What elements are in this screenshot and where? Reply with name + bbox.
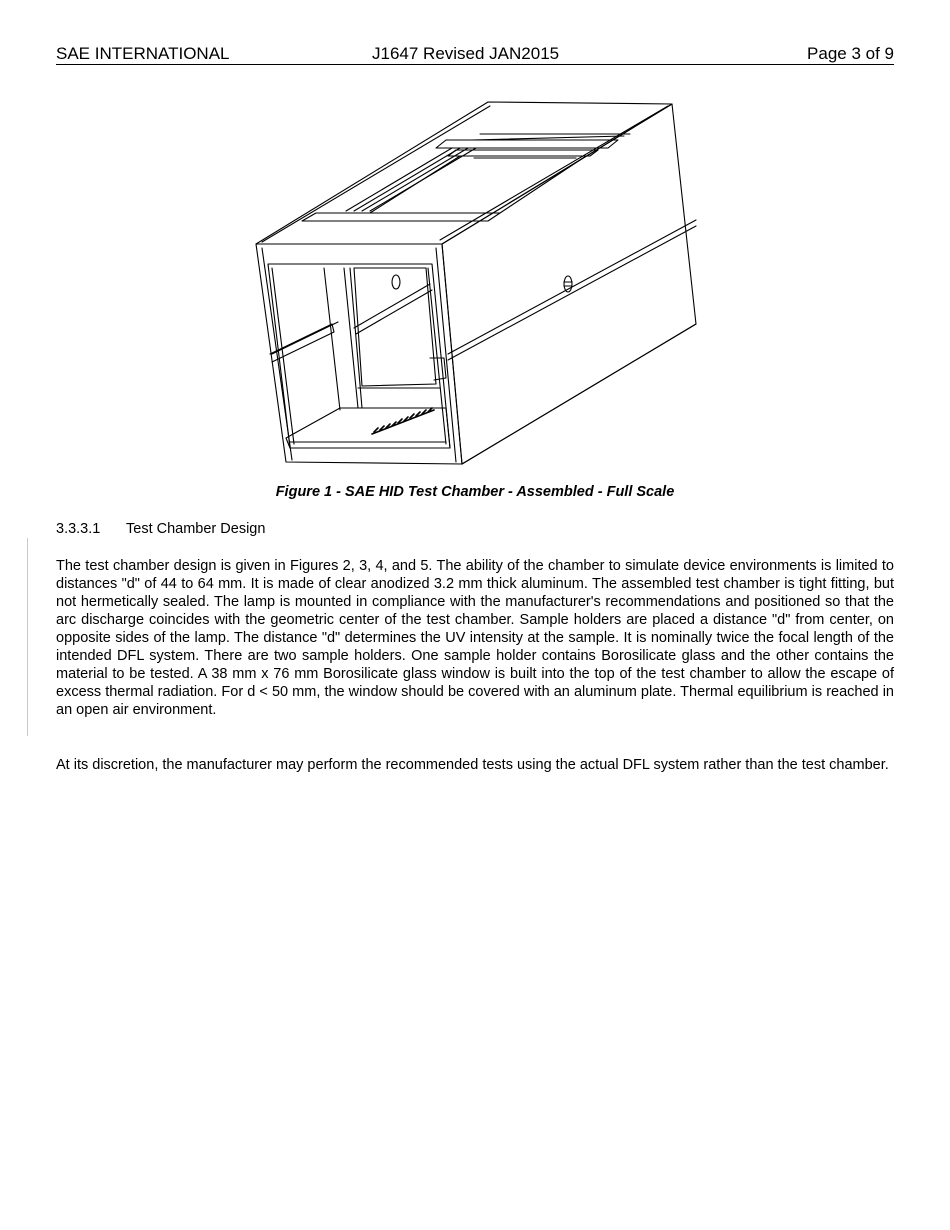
page-header (56, 44, 894, 65)
paragraph-chamber-description: The test chamber design is given in Figures 2, 3, 4, and 5. The ability of the chamber to simulate device environments is limited to distances "d" of 44 to 64 mm. It is made of clear anodized 3.2 mm thick aluminum. The assembled test chamber is tight fitting, but not hermetically sealed. The lamp is mounted in compliance with the manufacturer's recommendations and positioned so that the arc discharge coincides with the geometric center of the test chamber. Sample holders are placed a distance "d" from center, on opposite sides of the lamp. The distance "d" determines the UV intensity at the sample. It is nominally twice the focal length of the intended DFL system. There are two sample holders. One sample holder contains Borosilicate glass and the other contains the material to be tested. A 38 mm x 76 mm Borosilicate glass window is built into the top of the test chamber to allow the escape of excess thermal radiation. For d < 50 mm, the window should be covered with an aluminum plate. Thermal equilibrium is reached in an open air environment. (56, 558, 894, 718)
header-organization: SAE INTERNATIONAL (56, 44, 230, 63)
figure-caption: Figure 1 - SAE HID Test Chamber - Assembled - Full Scale (275, 484, 675, 500)
section-number: 3.3.3.1 (56, 521, 101, 537)
paragraph-manufacturer-discretion: At its discretion, the manufacturer may perform the recommended tests using the actual DFL system rather than the test chamber. (56, 757, 889, 773)
section-heading (56, 521, 265, 537)
header-document-id: J1647 Revised JAN2015 (372, 44, 560, 63)
header-page-number: Page 3 of 9 (807, 44, 894, 63)
section-title: Test Chamber Design (126, 521, 266, 537)
revision-change-bar (27, 538, 28, 736)
test-chamber-drawing (250, 96, 705, 471)
